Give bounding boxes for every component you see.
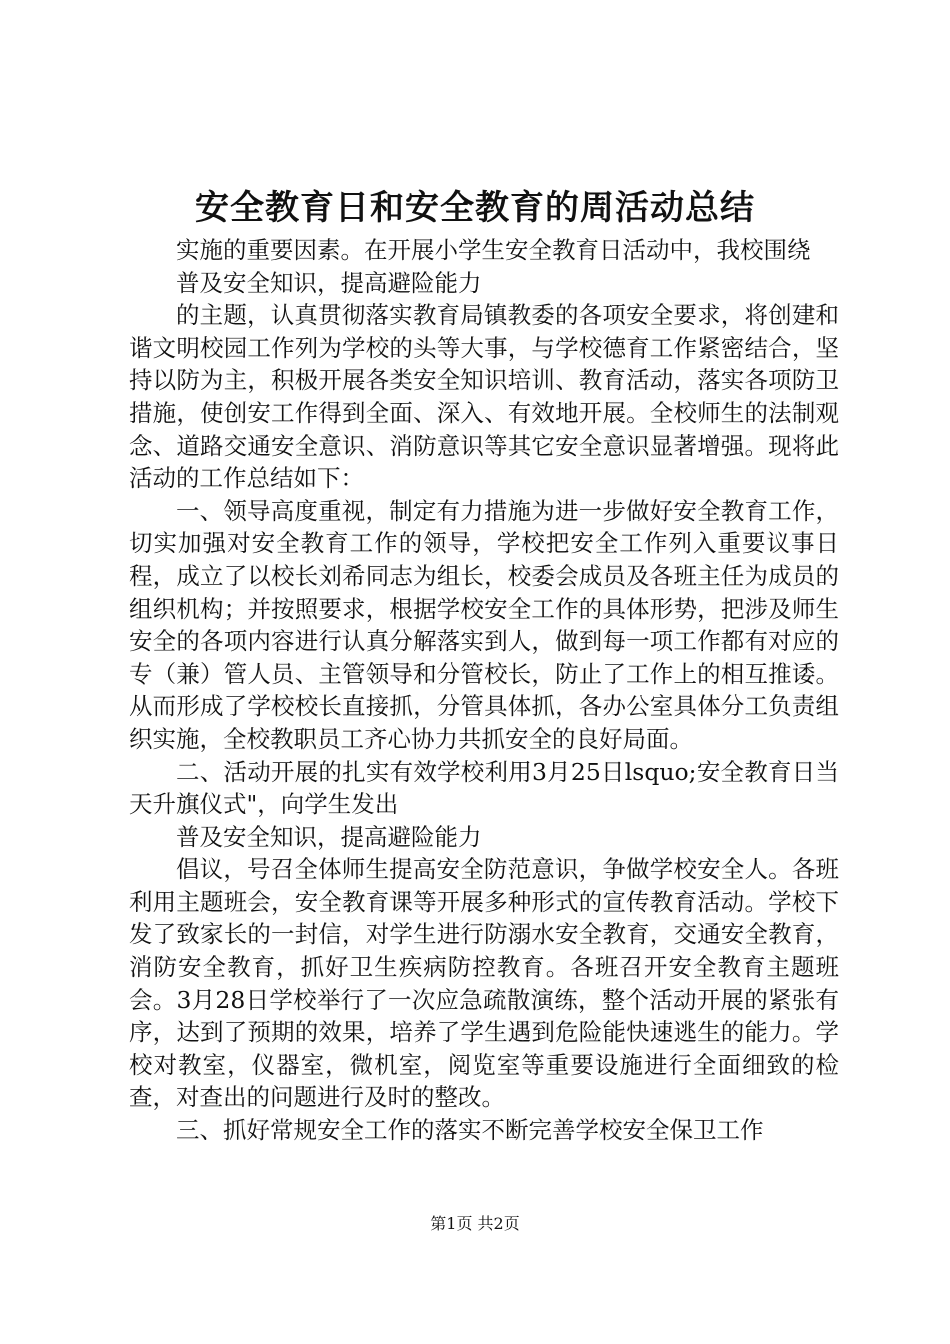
document-body bbox=[129, 234, 839, 1147]
paragraph: 一、领导高度重视，制定有力措施为进一步做好安全教育工作，切实加强对安全教育工作的领导，学校把安全工作列入重要议事日程，成立了以校长刘希同志为组长，校委会成员及各班主任为成员的组织机构；并按照要求，根据学校安全工作的具体形势，把涉及师生安全的各项内容进行认真分解落实到人，做到每一项工作都有对应的专（兼）管人员、主管领导和分管校长，防止了工作上的相互推诿。从而形成了学校校长直接抓，分管具体抓，各办公室具体分工负责组织实施，全校教职员工齐心协力共抓安全的良好局面。 bbox=[129, 496, 839, 753]
page-number-footer: 第1页 共2页 bbox=[430, 1214, 520, 1233]
paragraph: 倡议，号召全体师生提高安全防范意识，争做学校安全人。各班利用主题班会，安全教育课等开展多种形式的宣传教育活动。学校下发了致家长的一封信，对学生进行防溺水安全教育，交通安全教育，消防安全教育，抓好卫生疾病防控教育。各班召开安全教育主题班会。3月28日学校举行了一次应急疏散演练，整个活动开展的紧张有序，达到了预期的效果，培养了学生遇到危险能快速逃生的能力。学校对教室，仪器室，微机室，阅览室等重要设施进行全面细致的检查，对查出的问题进行及时的整改。 bbox=[129, 855, 839, 1112]
paragraph: 二、活动开展的扎实有效学校利用3月25日lsquo;安全教育日当天升旗仪式"，向学生发出 bbox=[129, 757, 839, 819]
paragraph: 三、抓好常规安全工作的落实不断完善学校安全保卫工作 bbox=[176, 1116, 764, 1145]
paragraph: 普及安全知识，提高避险能力 bbox=[176, 268, 482, 297]
paragraph: 的主题，认真贯彻落实教育局镇教委的各项安全要求，将创建和谐文明校园工作列为学校的头等大事，与学校德育工作紧密结合，坚持以防为主，积极开展各类安全知识培训、教育活动，落实各项防卫措施，使创安工作得到全面、深入、有效地开展。全校师生的法制观念、道路交通安全意识、消防意识等其它安全意识显著增强。现将此活动的工作总结如下： bbox=[129, 301, 839, 493]
document-title: 安全教育日和安全教育的周活动总结 bbox=[195, 188, 755, 228]
paragraph: 普及安全知识，提高避险能力 bbox=[176, 822, 482, 851]
paragraph: 实施的重要因素。在开展小学生安全教育日活动中，我校围绕 bbox=[176, 236, 811, 264]
